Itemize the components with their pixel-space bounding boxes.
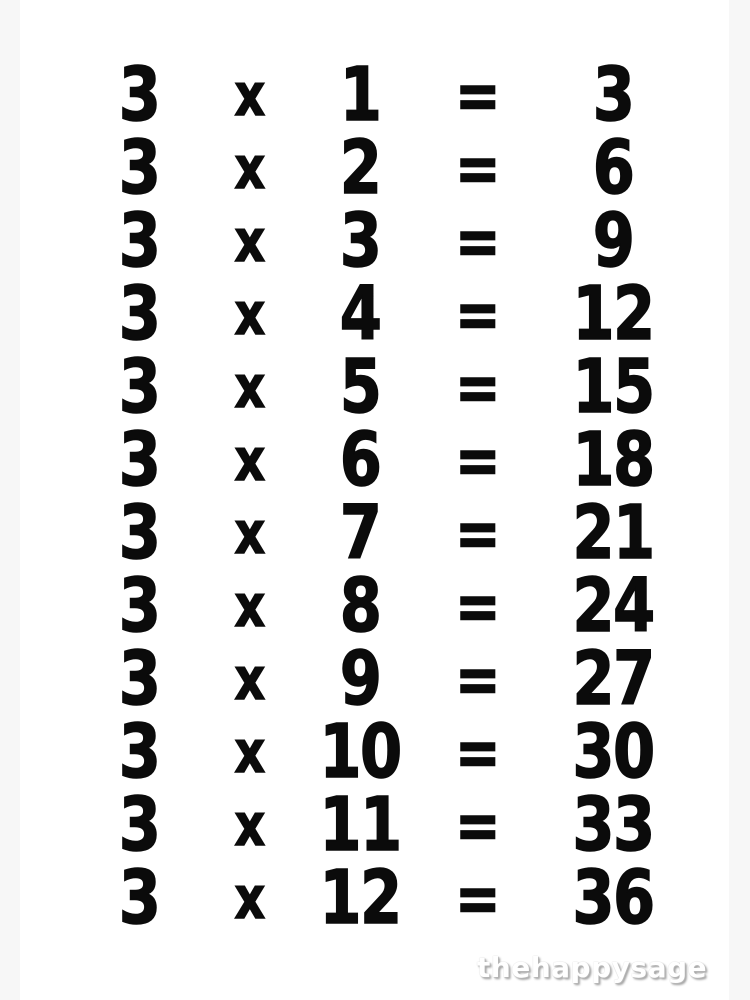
multiply-operator: x — [234, 134, 264, 202]
multiplier: 4 — [339, 271, 381, 357]
multiplier: 1 — [339, 52, 381, 138]
table-row — [20, 855, 729, 941]
table-row — [20, 125, 729, 211]
multiplier: 3 — [339, 198, 381, 284]
multiply-operator: x — [234, 718, 264, 786]
multiplicand: 3 — [118, 52, 160, 138]
table-row — [20, 271, 729, 357]
product: 12 — [572, 271, 654, 357]
multiplicand: 3 — [118, 344, 160, 430]
multiplication-table — [20, 52, 729, 941]
multiplier: 9 — [339, 636, 381, 722]
multiply-operator: x — [234, 499, 264, 567]
table-row — [20, 52, 729, 138]
multiplicand: 3 — [118, 636, 160, 722]
multiply-operator: x — [234, 61, 264, 129]
table-row — [20, 490, 729, 576]
multiplicand: 3 — [118, 782, 160, 868]
equals-sign: = — [455, 495, 499, 572]
multiply-operator: x — [234, 353, 264, 421]
equals-sign: = — [455, 787, 499, 864]
multiplicand: 3 — [118, 563, 160, 649]
multiplier: 2 — [339, 125, 381, 211]
product: 24 — [572, 563, 654, 649]
multiplicand: 3 — [118, 417, 160, 503]
table-row — [20, 709, 729, 795]
product: 18 — [572, 417, 654, 503]
product: 27 — [572, 636, 654, 722]
multiply-operator: x — [234, 426, 264, 494]
multiply-operator: x — [234, 280, 264, 348]
multiplicand: 3 — [118, 198, 160, 284]
equals-sign: = — [455, 57, 499, 134]
product: 9 — [592, 198, 634, 284]
multiply-operator: x — [234, 207, 264, 275]
multiplicand: 3 — [118, 125, 160, 211]
product: 15 — [572, 344, 654, 430]
multiply-operator: x — [234, 864, 264, 932]
watermark: thehappysage — [476, 951, 707, 984]
product: 3 — [592, 52, 634, 138]
multiplier: 7 — [339, 490, 381, 576]
multiply-operator: x — [234, 791, 264, 859]
product: 36 — [572, 855, 654, 941]
multiplier: 5 — [339, 344, 381, 430]
equals-sign: = — [455, 349, 499, 426]
table-row — [20, 636, 729, 722]
multiplicand: 3 — [118, 490, 160, 576]
multiplier: 10 — [319, 709, 401, 795]
multiplier: 12 — [319, 855, 401, 941]
table-row — [20, 417, 729, 503]
equals-sign: = — [455, 714, 499, 791]
multiplicand: 3 — [118, 271, 160, 357]
equals-sign: = — [455, 422, 499, 499]
table-row — [20, 782, 729, 868]
multiplicand: 3 — [118, 709, 160, 795]
multiplier: 8 — [339, 563, 381, 649]
equals-sign: = — [455, 276, 499, 353]
multiplier: 6 — [339, 417, 381, 503]
multiply-operator: x — [234, 572, 264, 640]
equals-sign: = — [455, 860, 499, 937]
equals-sign: = — [455, 641, 499, 718]
multiplier: 11 — [319, 782, 401, 868]
equals-sign: = — [455, 203, 499, 280]
equals-sign: = — [455, 130, 499, 207]
table-row — [20, 344, 729, 430]
multiplicand: 3 — [118, 855, 160, 941]
multiply-operator: x — [234, 645, 264, 713]
table-row — [20, 563, 729, 649]
product: 6 — [592, 125, 634, 211]
product: 30 — [572, 709, 654, 795]
table-row — [20, 198, 729, 284]
product: 21 — [572, 490, 654, 576]
product: 33 — [572, 782, 654, 868]
equals-sign: = — [455, 568, 499, 645]
